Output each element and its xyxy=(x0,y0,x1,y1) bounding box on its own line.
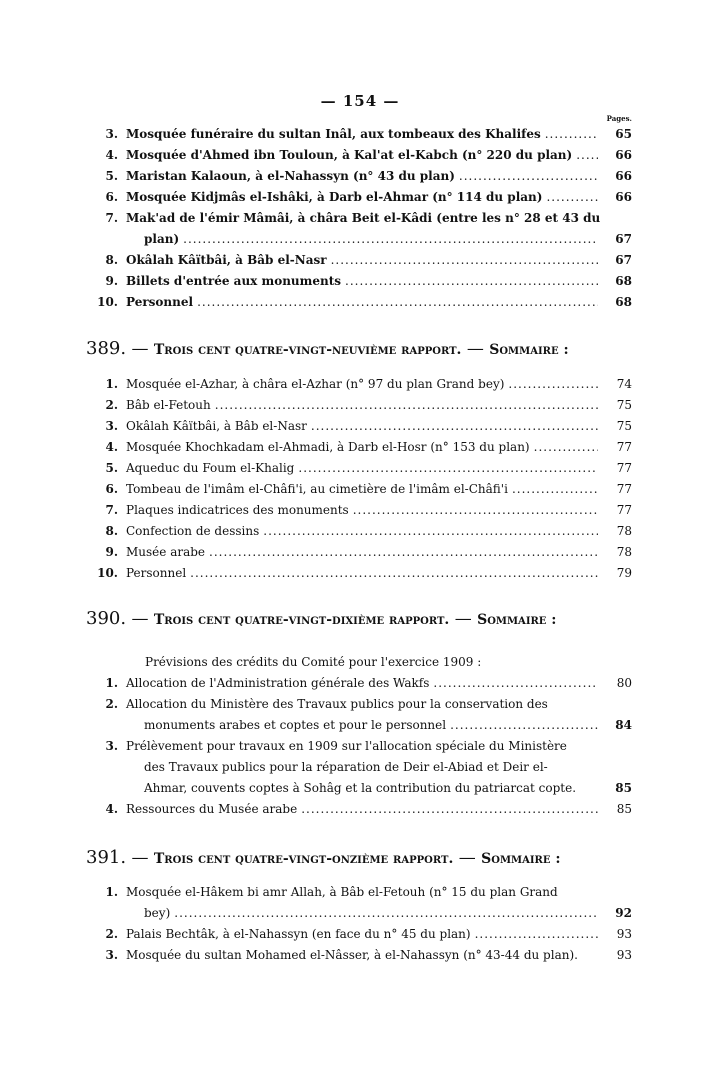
entry-text: Mosquée el-Hâkem bi amr Allah, à Bâb el-Fetouh (n° 15 du plan Grand xyxy=(126,885,558,899)
section-summary-label: Sommaire : xyxy=(481,851,561,867)
entry-page: 77 xyxy=(616,440,632,454)
entry-text-continued: plan) xyxy=(144,232,180,246)
section-number: 391. xyxy=(86,847,127,868)
entry-text-continued: Ahmar, couvents coptes à Sohâg et la contribution du patriarcat copte. xyxy=(144,781,577,795)
entry-page: 85 xyxy=(616,802,632,816)
entry-number: 7. xyxy=(105,211,118,225)
entry-text-continued: monuments arabes et coptes et pour le personnel xyxy=(144,718,447,732)
entry-number: 2. xyxy=(105,927,118,941)
leader-dots xyxy=(263,521,598,542)
leader-dots xyxy=(459,166,598,187)
entry-text: Maristan Kalaoun, à el-Nahassyn (n° 43 du plan) xyxy=(126,169,455,183)
section-390-entries xyxy=(86,673,632,820)
entry-text: Allocation de l'Administration générale des Wakfs xyxy=(126,676,430,690)
entry-number: 2. xyxy=(105,398,118,412)
list-item xyxy=(86,736,632,799)
entry-text: Personnel xyxy=(126,566,187,580)
section-391-entries xyxy=(86,882,632,966)
entry-page: 77 xyxy=(616,503,632,517)
entry-page: 68 xyxy=(615,274,632,288)
entry-text: Allocation du Ministère des Travaux publics pour la conservation des xyxy=(126,697,548,711)
section-dash: — xyxy=(131,339,149,359)
entry-page: 74 xyxy=(616,377,632,391)
list-item xyxy=(86,437,632,458)
leader-dots xyxy=(311,416,598,437)
entry-text: Mosquée Khochkadam el-Ahmadi, à Darb el-Hosr (n° 153 du plan) xyxy=(126,440,530,454)
entry-page: 78 xyxy=(616,545,632,559)
entry-number: 5. xyxy=(105,169,118,183)
entry-number: 9. xyxy=(105,274,118,288)
list-item xyxy=(86,500,632,521)
entry-page: 75 xyxy=(616,419,632,433)
entry-text: Mosquée d'Ahmed ibn Touloun, à Kal'at el-Kabch (n° 220 du plan) xyxy=(126,148,573,162)
entry-text: Personnel xyxy=(126,295,194,309)
section-title: Trois cent quatre-vingt-neuvième rapport. xyxy=(153,342,462,358)
entry-text: Mosquée du sultan Mohamed el-Nâsser, à el-Nahassyn (n° 43-44 du plan). xyxy=(126,948,578,962)
leader-dots xyxy=(183,229,598,250)
section-dash: — xyxy=(131,848,149,868)
pages-column-label: Pages. xyxy=(606,114,632,123)
entry-number: 3. xyxy=(105,739,118,753)
leader-dots xyxy=(576,145,598,166)
entry-text: Mosquée el-Azhar, à châra el-Azhar (n° 97 du plan Grand bey) xyxy=(126,377,505,391)
entry-number: 6. xyxy=(105,482,118,496)
list-item xyxy=(86,563,632,584)
entry-page: 93 xyxy=(616,948,632,962)
leader-dots xyxy=(433,673,598,694)
entry-number: 4. xyxy=(105,802,118,816)
entry-text: Palais Bechtâk, à el-Nahassyn (en face du n° 45 du plan) xyxy=(126,927,471,941)
entry-page: 68 xyxy=(615,295,632,309)
entry-number: 4. xyxy=(105,148,118,162)
leader-dots xyxy=(508,374,598,395)
entry-page: 84 xyxy=(615,718,632,732)
list-item xyxy=(86,694,632,736)
list-item xyxy=(86,395,632,416)
section-dash: — xyxy=(458,848,476,868)
section-heading-391 xyxy=(86,845,632,871)
section-dash: — xyxy=(454,609,472,629)
section-number: 390. xyxy=(86,608,127,629)
leader-dots xyxy=(475,924,598,945)
list-item xyxy=(86,271,632,292)
leader-dots xyxy=(534,437,598,458)
entry-page: 67 xyxy=(615,232,632,246)
entry-text: Bâb el-Fetouh xyxy=(126,398,211,412)
entry-number: 1. xyxy=(105,885,118,899)
entry-page: 79 xyxy=(616,566,632,580)
section-389-entries xyxy=(86,374,632,584)
leader-dots xyxy=(512,479,598,500)
leader-dots xyxy=(190,563,598,584)
entry-number: 6. xyxy=(105,190,118,204)
entry-text: Mak'ad de l'émir Mâmâi, à châra Beit el-Kâdi (entre les n° 28 et 43 du xyxy=(126,211,601,225)
section-summary-label: Sommaire : xyxy=(477,612,557,628)
list-item xyxy=(86,166,632,187)
entry-text: Okâlah Kâïtbâi, à Bâb el-Nasr xyxy=(126,253,327,267)
entry-number: 9. xyxy=(105,545,118,559)
entry-text: Mosquée Kidjmâs el-Ishâki, à Darb el-Ahmar (n° 114 du plan) xyxy=(126,190,543,204)
list-item xyxy=(86,924,632,945)
list-item xyxy=(86,479,632,500)
list-item xyxy=(86,250,632,271)
top-entries xyxy=(86,124,632,313)
entry-number: 4. xyxy=(105,440,118,454)
entry-page: 75 xyxy=(616,398,632,412)
entry-page: 65 xyxy=(615,127,632,141)
list-item xyxy=(86,882,632,924)
leader-dots xyxy=(174,903,598,924)
list-item xyxy=(86,187,632,208)
list-item xyxy=(86,458,632,479)
entry-number: 10. xyxy=(97,566,118,580)
entry-text-continued: bey) xyxy=(144,906,171,920)
leader-dots xyxy=(545,124,598,145)
entry-number: 1. xyxy=(105,676,118,690)
entry-number: 10. xyxy=(97,295,118,309)
entry-page: 85 xyxy=(615,781,632,795)
entry-text: Ressources du Musée arabe xyxy=(126,802,298,816)
list-item xyxy=(86,799,632,820)
entry-number: 8. xyxy=(105,253,118,267)
entry-number: 8. xyxy=(105,524,118,538)
list-item xyxy=(86,145,632,166)
entry-text: Plaques indicatrices des monuments xyxy=(126,503,349,517)
entry-number: 7. xyxy=(105,503,118,517)
list-item xyxy=(86,208,632,250)
leader-dots xyxy=(209,542,598,563)
entry-text: Billets d'entrée aux monuments xyxy=(126,274,342,288)
leader-dots xyxy=(345,271,598,292)
list-item xyxy=(86,945,632,966)
entry-number: 3. xyxy=(105,948,118,962)
entry-text: Confection de dessins xyxy=(126,524,260,538)
entry-page: 77 xyxy=(616,461,632,475)
section-dash: — xyxy=(131,609,149,629)
leader-dots xyxy=(331,250,598,271)
entry-page: 67 xyxy=(615,253,632,267)
entry-number: 2. xyxy=(105,697,118,711)
leader-dots xyxy=(301,799,598,820)
leader-dots xyxy=(353,500,598,521)
entry-text: Prélèvement pour travaux en 1909 sur l'allocation spéciale du Ministère xyxy=(126,739,567,753)
list-item xyxy=(86,521,632,542)
entry-text: Okâlah Kâïtbâi, à Bâb el-Nasr xyxy=(126,419,307,433)
section-title: Trois cent quatre-vingt-onzième rapport. xyxy=(153,851,454,867)
entry-number: 3. xyxy=(105,419,118,433)
entry-number: 3. xyxy=(105,127,118,141)
list-item xyxy=(86,292,632,313)
entry-page: 80 xyxy=(616,676,632,690)
entry-text: Musée arabe xyxy=(126,545,206,559)
list-item xyxy=(86,416,632,437)
section-summary-label: Sommaire : xyxy=(489,342,569,358)
leader-dots xyxy=(215,395,598,416)
entry-text: Aqueduc du Foum el-Khalig xyxy=(126,461,295,475)
list-item xyxy=(86,673,632,694)
entry-page: 66 xyxy=(615,148,632,162)
leader-dots xyxy=(450,715,598,736)
list-item xyxy=(86,374,632,395)
entry-page: 66 xyxy=(615,190,632,204)
section-number: 389. xyxy=(86,338,127,359)
entry-page: 77 xyxy=(616,482,632,496)
entry-number: 1. xyxy=(105,377,118,391)
entry-page: 92 xyxy=(615,906,632,920)
section-prelude: Prévisions des crédits du Comité pour l'exercice 1909 : xyxy=(145,655,482,669)
leader-dots xyxy=(546,187,598,208)
section-heading-389 xyxy=(86,336,632,362)
entry-page: 78 xyxy=(616,524,632,538)
entry-text: Tombeau de l'imâm el-Châfi'i, au cimetière de l'imâm el-Châfi'i xyxy=(126,482,508,496)
page-number: — 154 — xyxy=(320,92,400,110)
leader-dots xyxy=(197,292,598,313)
entry-number: 5. xyxy=(105,461,118,475)
entry-page: 66 xyxy=(615,169,632,183)
list-item xyxy=(86,542,632,563)
section-heading-390 xyxy=(86,606,632,632)
section-dash: — xyxy=(466,339,484,359)
list-item xyxy=(86,124,632,145)
entry-text: Mosquée funéraire du sultan Inâl, aux tombeaux des Khalifes xyxy=(126,127,541,141)
leader-dots xyxy=(298,458,598,479)
entry-page: 93 xyxy=(616,927,632,941)
entry-text-continued: des Travaux publics pour la réparation de Deir el-Abiad et Deir el- xyxy=(144,760,548,774)
section-title: Trois cent quatre-vingt-dixième rapport. xyxy=(153,612,450,628)
